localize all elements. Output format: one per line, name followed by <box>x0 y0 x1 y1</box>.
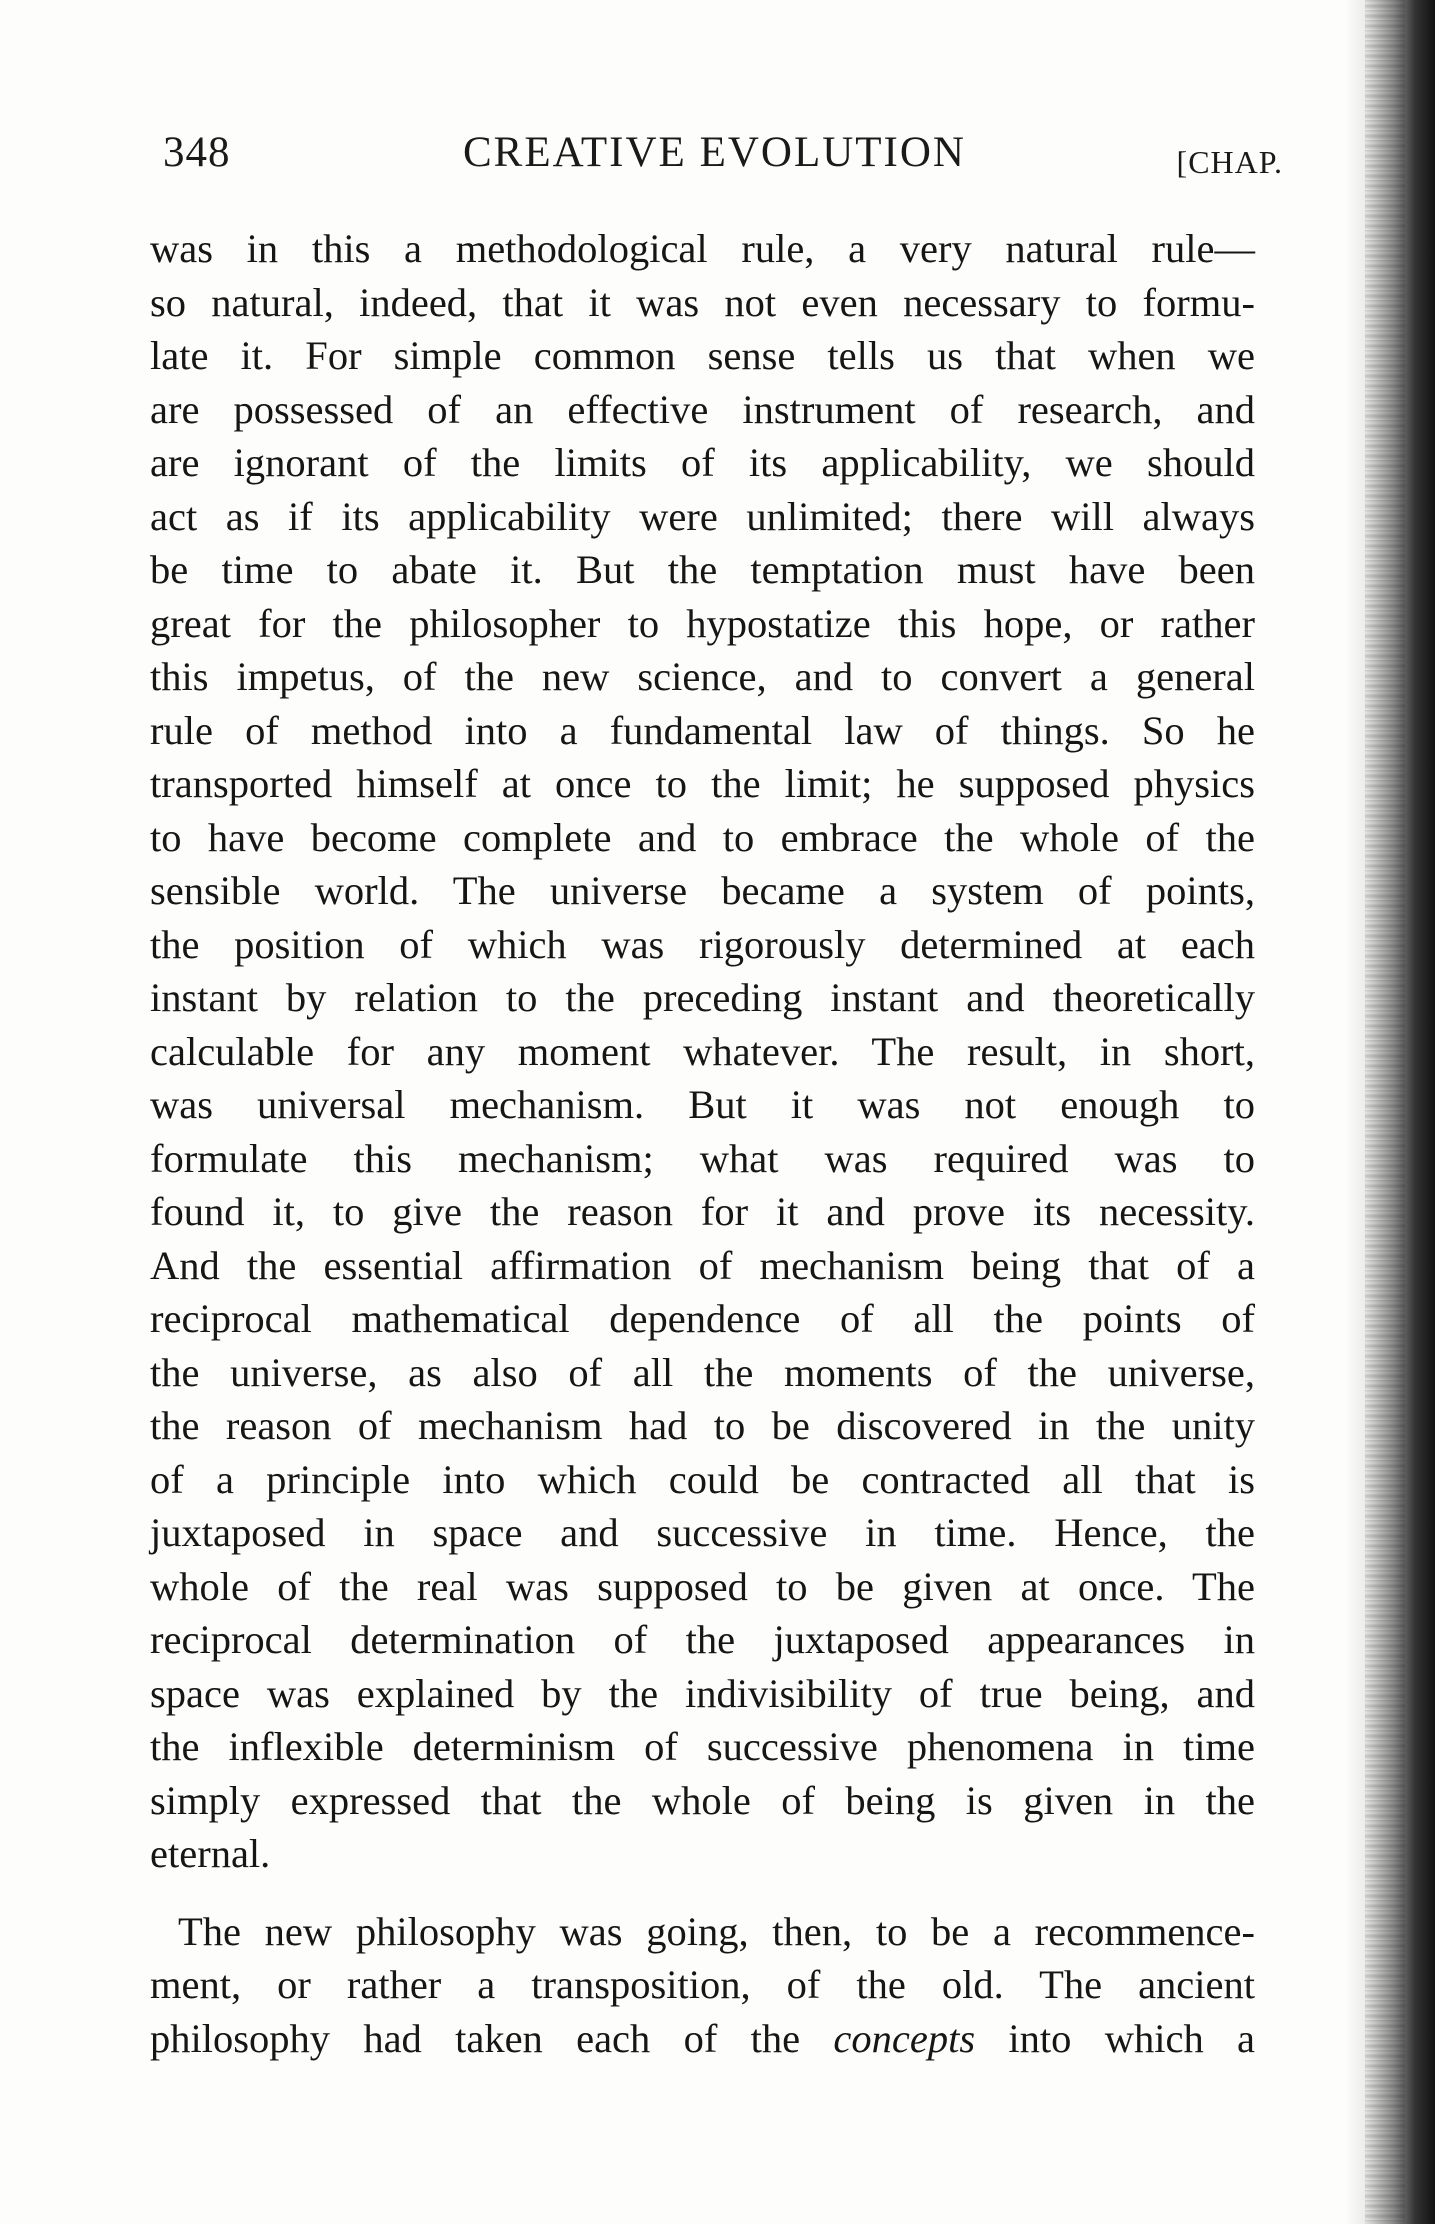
text-line: rule of method into a fundamental law of things. So he <box>150 707 1255 753</box>
running-header <box>163 128 1283 198</box>
text-line: The new philosophy was going, then, to be a recommence- <box>178 1908 1255 1954</box>
text-line: whole of the real was supposed to be given at once. The <box>150 1563 1255 1609</box>
paragraph-1 <box>150 222 1255 1881</box>
text-line: the inflexible determinism of successive phenomena in time <box>150 1724 1255 1769</box>
text-line: space was explained by the indivisibility of true being, and <box>150 1670 1255 1716</box>
text-line: late it. For simple common sense tells us that when we <box>150 333 1255 378</box>
text-line-with-italic <box>150 2012 1255 2066</box>
italic-term: concepts <box>833 2015 976 2061</box>
text-line: this impetus, of the new science, and to convert a general <box>150 654 1255 699</box>
text-line: the reason of mechanism had to be discovered in the unity <box>150 1403 1255 1448</box>
text-line: And the essential affirmation of mechanism being that of a <box>150 1242 1255 1288</box>
text-line: found it, to give the reason for it and prove its necessity. <box>150 1189 1255 1234</box>
text-line: calculable for any moment whatever. The result, in short, <box>150 1028 1255 1074</box>
text-line: are possessed of an effective instrument of research, and <box>150 386 1255 432</box>
text-line: are ignorant of the limits of its applicability, we should <box>150 440 1255 485</box>
text-line: great for the philosopher to hypostatize this hope, or rather <box>150 600 1255 646</box>
text-line: sensible world. The universe became a system of points, <box>150 868 1255 913</box>
text-line: juxtaposed in space and successive in time. Hence, the <box>150 1510 1255 1555</box>
text-line: simply expressed that the whole of being is given in the <box>150 1777 1255 1823</box>
text-line: of a principle into which could be contracted all that is <box>150 1456 1255 1502</box>
text-line: instant by relation to the preceding instant and theoretically <box>150 975 1255 1020</box>
page-number: 348 <box>163 129 231 176</box>
chapter-mark: [CHAP. <box>1176 144 1283 180</box>
text-segment: into which a <box>975 2015 1255 2061</box>
text-line: the position of which was rigorously determined at each <box>150 921 1255 967</box>
text-line: ment, or rather a transposition, of the old. The ancient <box>150 1962 1255 2007</box>
text-line: reciprocal determination of the juxtaposed appearances in <box>150 1617 1255 1662</box>
text-line: formulate this mechanism; what was required was to <box>150 1135 1255 1181</box>
binding-speckle <box>1365 0 1405 2224</box>
paragraph-gap <box>150 1881 1255 1905</box>
text-line: be time to abate it. But the temptation must have been <box>150 547 1255 592</box>
text-line: to have become complete and to embrace the whole of the <box>150 814 1255 860</box>
text-line: the universe, as also of all the moments of the universe, <box>150 1349 1255 1395</box>
text-line: reciprocal mathematical dependence of all the points of <box>150 1296 1255 1341</box>
paragraph-2 <box>150 1905 1255 2066</box>
text-segment: philosophy had taken each of the <box>150 2015 834 2061</box>
text-line: eternal. <box>150 1831 271 1876</box>
text-line: transported himself at once to the limit; he supposed physics <box>150 761 1255 806</box>
text-line: was universal mechanism. But it was not enough to <box>150 1082 1255 1127</box>
text-line: was in this a methodological rule, a very natural rule— <box>150 226 1255 271</box>
text-line: so natural, indeed, that it was not even necessary to formu- <box>150 279 1255 325</box>
body-text <box>150 222 1255 2065</box>
text-line: act as if its applicability were unlimited; there will always <box>150 493 1255 539</box>
running-title: CREATIVE EVOLUTION <box>463 129 966 176</box>
